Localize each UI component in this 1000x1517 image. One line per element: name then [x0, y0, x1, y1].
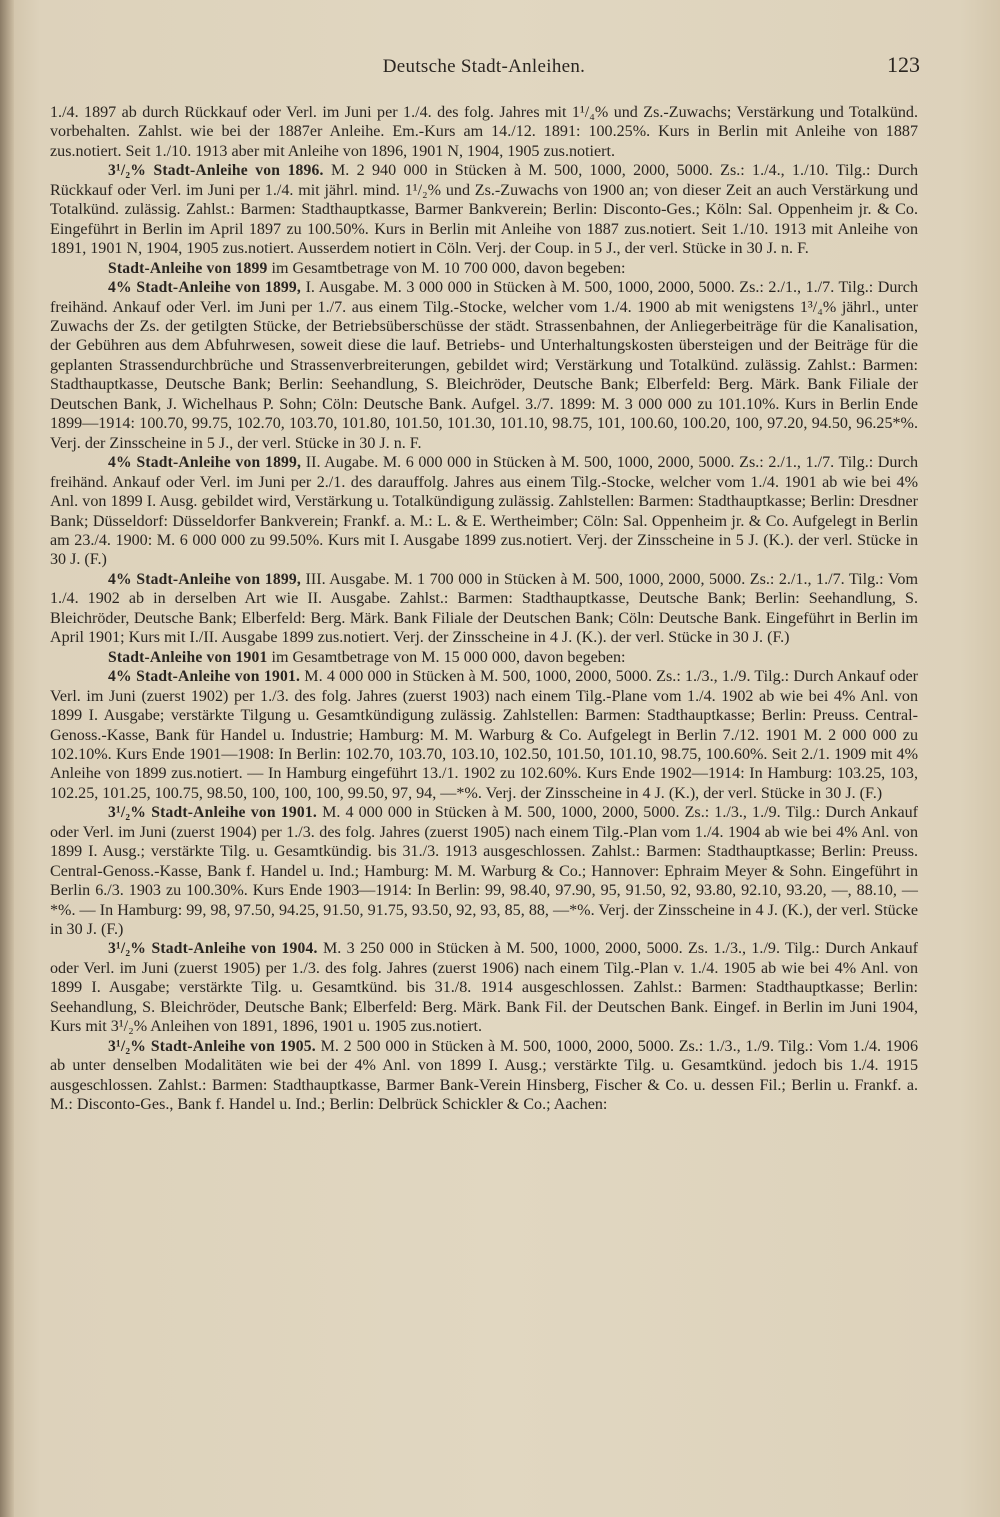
entry-heading: 3¹/₂% Stadt-Anleihe von 1904.: [108, 940, 318, 958]
entry-heading: 4% Stadt-Anleihe von 1901.: [108, 668, 301, 686]
entry-heading: 3¹/₂% Stadt-Anleihe von 1896.: [108, 162, 324, 180]
entry-text: im Gesamtbetrage von M. 10 700 000, davon begeben:: [267, 259, 626, 277]
entry-heading: Stadt-Anleihe von 1901: [108, 648, 268, 666]
entry-heading: 3¹/₂% Stadt-Anleihe von 1901.: [108, 804, 317, 822]
paragraph: [50, 259, 918, 278]
paragraph: [50, 278, 918, 453]
paragraph: [50, 667, 918, 803]
page-number: 123: [887, 52, 920, 77]
paragraph: [50, 939, 918, 1036]
book-spine-shadow: [0, 0, 14, 1517]
entry-heading: Stadt-Anleihe von 1899: [108, 259, 268, 277]
paragraph: [50, 103, 918, 161]
entry-text: im Gesamtbetrage von M. 15 000 000, davon begeben:: [267, 648, 626, 666]
entry-text: M. 4 000 000 in Stücken à M. 500, 1000, 2000, 5000. Zs.: 1./3., 1./9. Tilg.: Durch Ankauf oder Verl. im Juni (zuerst 1902) per 1./3. des folg. Jahres (zuerst 1903) nach einem Tilg.-Plane vom 1./4. 1902 ab wie bei 4% Anl. von 1899 I. Ausgabe; verstärkte Tilgung u. Gesamtkündigung zulässig. Zahlstellen: Barmen: Stadthauptkasse; Berlin: Preuss. Central-Genoss.-Kasse, Bank für Handel u. Industrie; Hamburg: M. M. Warburg & Co. Aufgelegt in Berlin 7./12. 1901 M. 2 000 000 zu 102.10%. Kurs Ende 1901—1908: In Berlin: 102.70, 103.70, 103.10, 102.50, 101.50, 101.10, 98.75, 100.60%. Seit 2./1. 1909 mit 4% Anleihe von 1899 zus.notiert. — In Hamburg eingeführt 13./1. 1902 zu 102.60%. Kurs Ende 1902—1914: In Hamburg: 103.25, 103, 102.25, 101.25, 100.75, 98.50, 100, 100, 100, 99.50, 97, 94, —*%. Verj. der Zinsscheine in 4 J. (K.), der verl. Stücke in 30 J. (F.): [50, 668, 918, 802]
page-header: [48, 52, 920, 82]
entry-text: 1./4. 1897 ab durch Rückkauf oder Verl. im Juni per 1./4. des folg. Jahres mit 1¹/₄% und Zs.-Zuwachs; Verstärkung und Totalkünd. vorbehalten. Zahlst. wie bei der 1887er Anleihe. Em.-Kurs am 14./12. 1891: 100.25%. Kurs in Berlin mit Anleihe von 1887 zus.notiert. Seit 1./10. 1913 aber mit Anleihe von 1896, 1901 N, 1904, 1905 zus.notiert.: [50, 104, 918, 160]
paragraph: [50, 453, 918, 570]
entry-text: M. 4 000 000 in Stücken à M. 500, 1000, 2000, 5000. Zs.: 1./3., 1./9. Tilg.: Durch Ankauf oder Verl. im Juni (zuerst 1904) per 1./3. des folg. Jahres (zuerst 1905) nach einem Tilg.-Plan vom 1./4. 1904 ab wie bei 4% Anl. von 1899 I. Ausg.; verstärkte Tilg. u. Gesamtkündig. bis 31./3. 1913 ausgeschlossen. Zahlst.: Barmen: Stadthauptkasse; Berlin: Preuss. Central-Genoss.-Kasse, Bank f. Handel u. Ind.; Hamburg: M. M. Warburg & Co.; Hannover: Ephraim Meyer & Sohn. Eingeführt in Berlin 6./3. 1903 zu 100.30%. Kurs Ende 1903—1914: In Berlin: 99, 98.40, 97.90, 95, 91.50, 92, 93.80, 92.10, 93.20, —, 88.10, —*%. — In Hamburg: 99, 98, 97.50, 94.25, 91.50, 91.75, 93.50, 92, 93, 85, 88, —*%. Verj. der Zinsscheine in 4 J. (K.), der verl. Stücke in 30 J. (F.): [50, 804, 918, 939]
entry-heading: 4% Stadt-Anleihe von 1899,: [108, 454, 302, 472]
paragraph: [50, 161, 918, 258]
entry-text: M. 2 500 000 in Stücken à M. 500, 1000, 2000, 5000. Zs.: 1./3., 1./9. Tilg.: Vom 1./4. 1906 ab unter denselben Modalitäten wie bei der 4% Anl. von 1899 I. Ausg.; verstärkte Tilg. u. Gesamtkünd. jedoch bis 1./4. 1915 ausgeschlossen. Zahlst.: Barmen: Stadthauptkasse, Barmer Bank-Verein Hinsberg, Fischer & Co. u. dessen Fil.; Berlin u. Frankf. a. M.: Disconto-Ges., Bank f. Handel u. Ind.; Berlin: Delbrück Schickler & Co.; Aachen:: [50, 1037, 918, 1114]
paragraph: [50, 648, 918, 667]
entry-text: II. Augabe. M. 6 000 000 in Stücken à M. 500, 1000, 2000, 5000. Zs.: 2./1., 1./7. Tilg.: Durch freihänd. Ankauf oder Verl. im Juni per 2./1. des darauffolg. Jahres aus einem Tilg.-Stocke, welcher vom 1./4. 1901 ab wie bei 4% Anl. von 1899 I. Ausg. gebildet wird, Verstärkung u. Totalkündigung zulässig. Zahlstellen: Barmen: Stadthauptkasse; Berlin: Dresdner Bank; Düsseldorf: Düsseldorfer Bankverein; Frankf. a. M.: L. & E. Wertheimber; Cöln: Sal. Oppenheim jr. & Co. Aufgelegt in Berlin am 23./4. 1900: M. 6 000 000 zu 99.50%. Kurs mit I. Ausgabe 1899 zus.notiert. Verj. der Zinsscheine in 5 J. (K.). der verl. Stücke in 30 J. (F.): [50, 454, 918, 569]
paragraph: [50, 570, 918, 648]
page-body-text: [50, 103, 918, 1115]
entry-heading: 4% Stadt-Anleihe von 1899,: [108, 279, 302, 297]
entry-heading: 3¹/₂% Stadt-Anleihe von 1905.: [108, 1037, 316, 1055]
entry-text: III. Ausgabe. M. 1 700 000 in Stücken à M. 500, 1000, 2000, 5000. Zs.: 2./1., 1./7. Tilg.: Vom 1./4. 1902 ab in derselben Art wie II. Ausgabe. Zahlst.: Barmen: Stadthauptkasse, Deutsche Bank; Berlin: Seehandlung, S. Bleichröder, Deutsche Bank; Elberfeld: Berg. Märk. Bank Filiale der Deutschen Bank; Cöln: Deutsche Bank. Eingeführt in Berlin im April 1901; Kurs mit I./II. Ausgabe 1899 zus.notiert. Verj. der Zinsscheine in 4 J. (K.). der verl. Stücke in 30 J. (F.): [50, 570, 918, 647]
paragraph: [50, 803, 918, 939]
running-title: Deutsche Stadt-Anleihen.: [382, 56, 586, 77]
paragraph: [50, 1037, 918, 1115]
entry-text: I. Ausgabe. M. 3 000 000 in Stücken à M. 500, 1000, 2000, 5000. Zs.: 2./1., 1./7. Tilg.: Durch freihänd. Ankauf oder Verl. im Juni per 1./7. aus einem Tilg.-Stocke, welcher vom 1./4. 1900 ab mit wenigstens 1³/₄% jährl., unter Zuwachs der Zs. der getilgten Stücke, der Betriebsüberschüsse der städt. Strassenbahnen, der Anliegerbeiträge für die Kanalisation, der Gebühren aus dem Abfuhrwesen, soweit diese die lauf. Betriebs- und Unterhaltungskosten übersteigen und der Beiträge für die geplanten Strassendurchbrüche und Strassenverbreiterungen, gebildet wird; Verstärkung und Totalkünd. zulässig. Zahlst.: Barmen: Stadthauptkasse, Deutsche Bank; Berlin: Seehandlung, S. Bleichröder, Deutsche Bank; Elberfeld: Berg. Märk. Bank Filiale der Deutschen Bank, J. Wichelhaus P. Sohn; Cöln: Deutsche Bank. Aufgel. 3./7. 1899: M. 3 000 000 zu 101.10%. Kurs in Berlin Ende 1899—1914: 100.70, 99.75, 102.70, 103.70, 101.80, 101.50, 101.30, 101.10, 98.75, 101, 100.60, 100.20, 100, 97.20, 94.50, 96.25*%. Verj. der Zinsscheine in 5 J., der verl. Stücke in 30 J. n. F.: [50, 279, 918, 452]
entry-heading: 4% Stadt-Anleihe von 1899,: [108, 570, 301, 588]
entry-text: M. 3 250 000 in Stücken à M. 500, 1000, 2000, 5000. Zs. 1./3., 1./9. Tilg.: Durch Ankauf oder Verl. im Juni (zuerst 1905) per 1./3. des folg. Jahres (zuerst 1906) nach einem Tilg.-Plan v. 1./4. 1905 ab wie bei 4% Anl. von 1899 I. Ausgabe; verstärkte Tilg. u. Gesamtkünd. bis 31./8. 1914 ausgeschlossen. Zahlst.: Barmen: Stadthauptkasse; Berlin: Seehandlung, S. Bleichröder, Deutsche Bank; Elberfeld: Berg. Märk. Bank Fil. der Deutschen Bank. Eingef. in Berlin im Juni 1904, Kurs mit 3¹/₂% Anleihen von 1891, 1896, 1901 u. 1905 zus.notiert.: [50, 940, 918, 1036]
entry-text: M. 2 940 000 in Stücken à M. 500, 1000, 2000, 5000. Zs.: 1./4., 1./10. Tilg.: Durch Rückkauf oder Verl. im Juni per 1./4. mit jährl. mind. 1¹/₂% und Zs.-Zuwachs von 1900 an; von dieser Zeit an auch Verstärkung und Totalkünd. zulässig. Zahlst.: Barmen: Stadthauptkasse, Barmer Bankverein; Berlin: Disconto-Ges.; Köln: Sal. Oppenheim jr. & Co. Eingeführt in Berlin im April 1897 zu 100.50%. Kurs in Berlin mit Anleihe von 1887 zus.notiert. Seit 1./10. 1913 mit Anleihe von 1891, 1901 N, 1904, 1905 zus.notiert. Ausserdem notiert in Cöln. Verj. der Coup. in 5 J., der verl. Stücke in 30 J. n. F.: [50, 162, 918, 258]
